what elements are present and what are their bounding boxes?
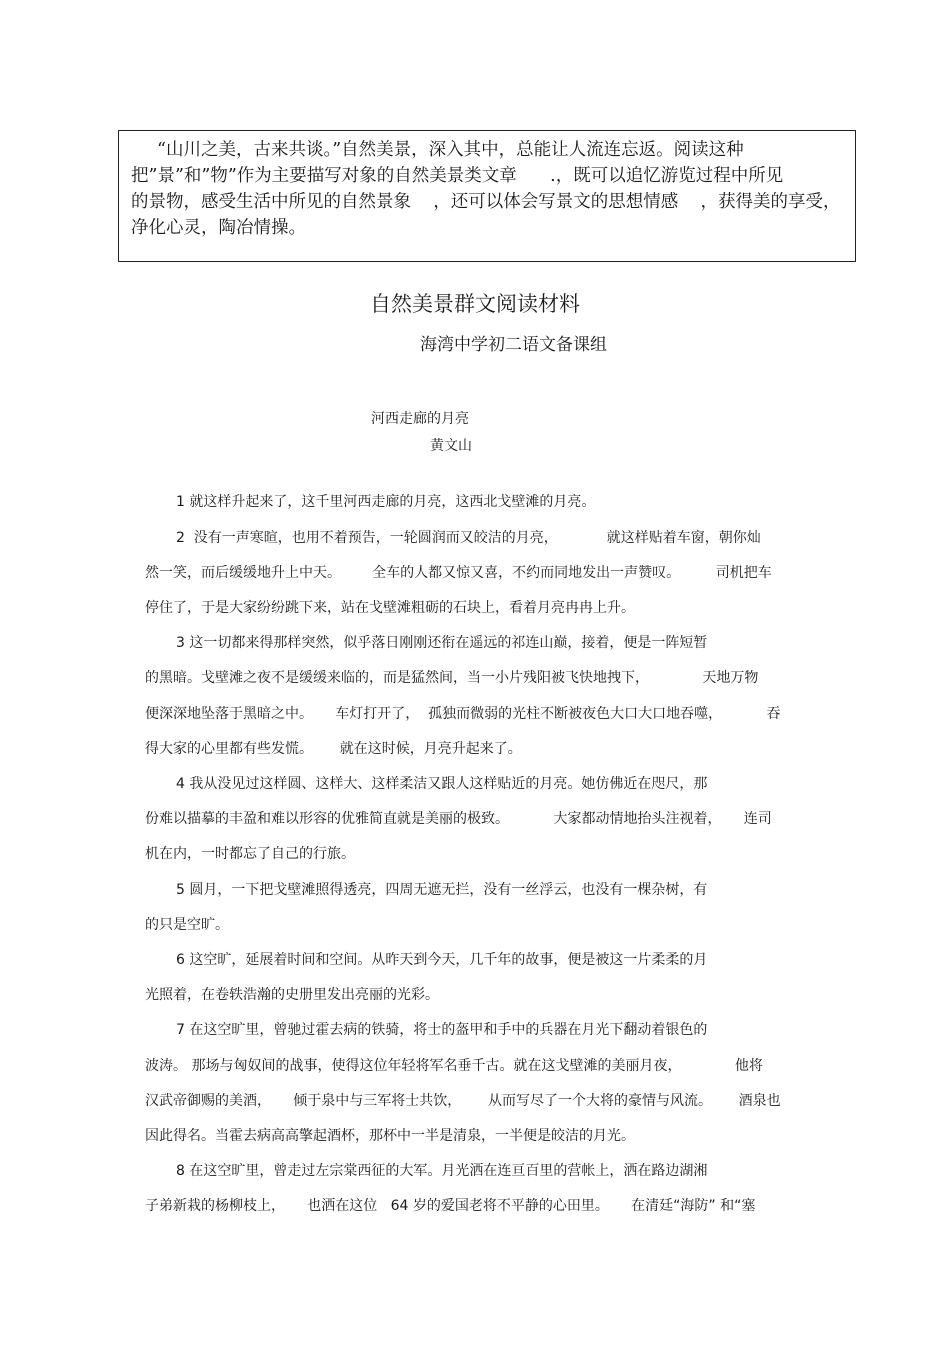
paragraph-line: 子弟新栽的杨柳枝上， 也洒在这位 64 岁的爱国老将不平静的心田里。 在清廷“海防” 和“塞 xyxy=(145,1198,756,1214)
paragraph-line: 因此得名。当霍去病高高擎起酒杯，那杯中一半是清泉，一半便是皎洁的月光。 xyxy=(145,1128,635,1144)
paragraph-line: 停住了，于是大家纷纷跳下来，站在戈壁滩粗砺的石块上，看着月亮冉冉上升。 xyxy=(145,600,635,616)
page-subtitle: 海湾中学初二语文备课组 xyxy=(420,335,607,355)
paragraph-line: 的黑暗。戈壁滩之夜不是缓缓来临的，而是猛然间，当一小片残阳被飞快地拽下， 天地万物 xyxy=(145,670,759,686)
paragraph-line: 波涛。 那场与匈奴间的战事，使得这位年轻将军名垂千古。就在这戈壁滩的美丽月夜， 他将 xyxy=(145,1058,763,1074)
paragraph-line: 份难以描摹的丰盈和难以形容的优雅简直就是美丽的极致。 大家都动情地抬头注视着， 连司 xyxy=(145,811,772,827)
paragraph-line: 1 就这样升起来了，这千里河西走廊的月亮，这西北戈壁滩的月亮。 xyxy=(176,494,596,510)
paragraph-line: 6 这空旷，延展着时间和空间。从昨天到今天，几千年的故事，便是被这一片柔柔的月 xyxy=(176,952,708,968)
page-title: 自然美景群文阅读材料 xyxy=(370,292,580,316)
paragraph-line: 汉武帝御赐的美酒， 倾于泉中与三军将士共饮， 从而写尽了一个大将的豪情与风流。 酒泉也 xyxy=(145,1093,781,1109)
essay-author: 黄文山 xyxy=(430,438,472,454)
paragraph-line: 3 这一切都来得那样突然，似乎落日刚刚还衔在遥远的祁连山巅，接着，便是一阵短暂 xyxy=(176,635,708,651)
paragraph-line: 光照着，在卷轶浩瀚的史册里发出亮丽的光彩。 xyxy=(145,987,439,1003)
paragraph-line: 4 我从没见过这样圆、这样大、这样柔洁又跟人这样贴近的月亮。她仿佛近在咫尺，那 xyxy=(176,776,708,792)
paragraph-line: 得大家的心里都有些发慌。 就在这时候，月亮升起来了。 xyxy=(145,741,522,757)
paragraph-line: 5 圆月，一下把戈壁滩照得透亮，四周无遮无拦，没有一丝浮云，也没有一棵杂树，有 xyxy=(176,882,708,898)
paragraph-line: 机在内，一时都忘了自己的行旅。 xyxy=(145,846,355,862)
intro-box xyxy=(118,130,856,262)
intro-line: 的景物，感受生活中所见的自然景象 ，还可以体会写景文的思想情感 ，获得美的享受， xyxy=(131,192,841,212)
paragraph-line: 7 在这空旷里，曾驰过霍去病的铁骑，将士的盔甲和手中的兵器在月光下翻动着银色的 xyxy=(176,1022,708,1038)
paragraph-line: 便深深地坠落于黑暗之中。 车灯打开了， 孤独而微弱的光柱不断被夜色大口大口地吞噬， 吞 xyxy=(145,706,781,722)
paragraph-line: 的只是空旷。 xyxy=(145,917,229,933)
intro-line: 把”景”和”物”作为主要描写对象的自然美景类文章 .，既可以追忆游览过程中所见 xyxy=(131,166,784,186)
intro-line: 净化心灵，陶冶情操。 xyxy=(131,218,306,238)
paragraph-line: 然一笑，而后缓缓地升上中天。 全车的人都又惊又喜，不约而同地发出一声赞叹。 司机把车 xyxy=(145,565,772,581)
paragraph-line: 8 在这空旷里，曾走过左宗棠西征的大军。月光洒在连亘百里的营帐上，洒在路边湖湘 xyxy=(176,1163,708,1179)
essay-title: 河西走廊的月亮 xyxy=(371,411,469,427)
intro-line: “山川之美，古来共谈。”自然美景，深入其中，总能让人流连忘返。阅读这种 xyxy=(157,140,744,160)
paragraph-line: 2 没有一声寒暄，也用不着预告，一轮圆润而又皎洁的月亮， 就这样贴着车窗，朝你灿 xyxy=(176,530,761,546)
